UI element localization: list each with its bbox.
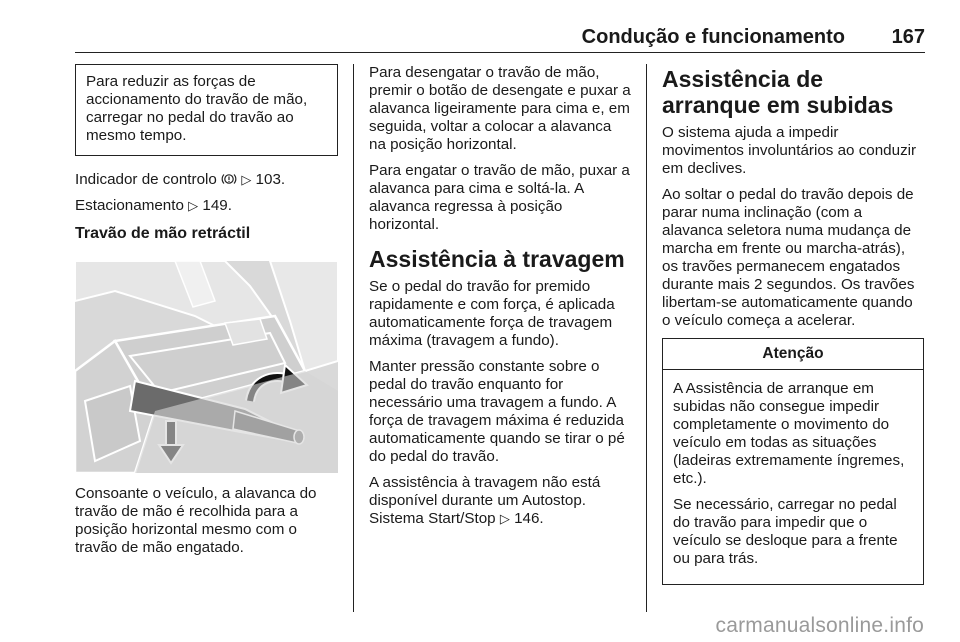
watermark: carmanualsonline.info xyxy=(715,614,924,637)
hill-start-p1: O sistema ajuda a impedir movimentos involuntários ao conduzir em declives. xyxy=(662,124,917,177)
ref-arrow-icon: ▷ xyxy=(499,511,510,526)
column-3 xyxy=(662,64,924,599)
handbrake-illustration xyxy=(75,261,338,473)
brake-assist-p2: Manter pressão constante sobre o pedal do travão enquanto for necessário uma travagem a fundo. A força de travagem máxima é reduzida automaticamente quando se tirar o pé do pedal do travão. xyxy=(369,358,625,465)
brake-assist-heading: Assistência à travagem xyxy=(369,246,625,272)
column-2 xyxy=(369,64,631,536)
parking-page-link[interactable]: 149. xyxy=(202,197,232,214)
column-1 xyxy=(75,64,338,565)
figure-caption: Consoante o veículo, a alavanca do travão de mão é recolhida para a posição horizontal mesmo com o travão de mão engatado. xyxy=(75,485,317,556)
warning-box xyxy=(662,338,924,585)
warning-p1: A Assistência de arranque em subidas não consegue impedir completamente o movimento do veículo em todas as situações (ladeiras extremamente íngremes, etc.). xyxy=(673,380,905,487)
column-divider-2 xyxy=(646,64,647,612)
warning-body xyxy=(663,370,923,584)
warning-title: Atenção xyxy=(663,339,923,370)
notice-text: Para reduzir as forças de accionamento do travão de mão, carregar no pedal do travão ao mesmo tempo. xyxy=(86,73,308,144)
engage-instructions: Para engatar o travão de mão, puxar a alavanca para cima e soltá-la. A alavanca regressa à posição horizontal. xyxy=(369,162,630,233)
indicator-reference: Indicador de controlo ▷ 103. xyxy=(75,171,286,188)
handbrake-heading: Travão de mão retráctil xyxy=(75,225,251,242)
startstop-page-link[interactable]: 146. xyxy=(514,510,544,527)
page-header xyxy=(75,0,925,53)
section-title: Condução e funcionamento xyxy=(581,26,845,48)
hill-start-p2: Ao soltar o pedal do travão depois de parar numa inclinação (com a alavanca seletora numa mudança de marcha em frente ou marcha-atrás), os travões permanecem engatados durante mais 2 segundos. Os travões libertam-se automaticamente quando o veículo começa a acelerar. xyxy=(662,186,915,329)
warning-p2: Se necessário, carregar no pedal do travão para impedir que o veículo se desloque para a frente ou para trás. xyxy=(673,496,898,567)
brake-assist-p1: Se o pedal do travão for premido rapidamente e com força, é aplicada automaticamente força de travagem máxima (travagem a fundo). xyxy=(369,278,615,349)
parking-reference: Estacionamento ▷ 149. xyxy=(75,197,232,214)
release-instructions: Para desengatar o travão de mão, premir o botão de desengate e puxar a alavanca ligeiramente para cima e, em seguida, voltar a colocar a alavanca na posição horizontal. xyxy=(369,64,631,153)
page-number: 167 xyxy=(891,26,925,48)
brake-assist-p3: A assistência à travagem não está disponível durante um Autostop. Sistema Start/Stop ▷ 146. xyxy=(369,474,601,527)
notice-box xyxy=(75,64,338,156)
ref-arrow-icon: ▷ xyxy=(241,172,252,187)
hill-start-heading: Assistência de arranque em subidas xyxy=(662,66,894,118)
ref-arrow-icon: ▷ xyxy=(188,198,199,213)
brake-indicator-icon xyxy=(221,170,237,188)
column-divider-1 xyxy=(353,64,354,612)
indicator-page-link[interactable]: 103. xyxy=(255,171,286,188)
